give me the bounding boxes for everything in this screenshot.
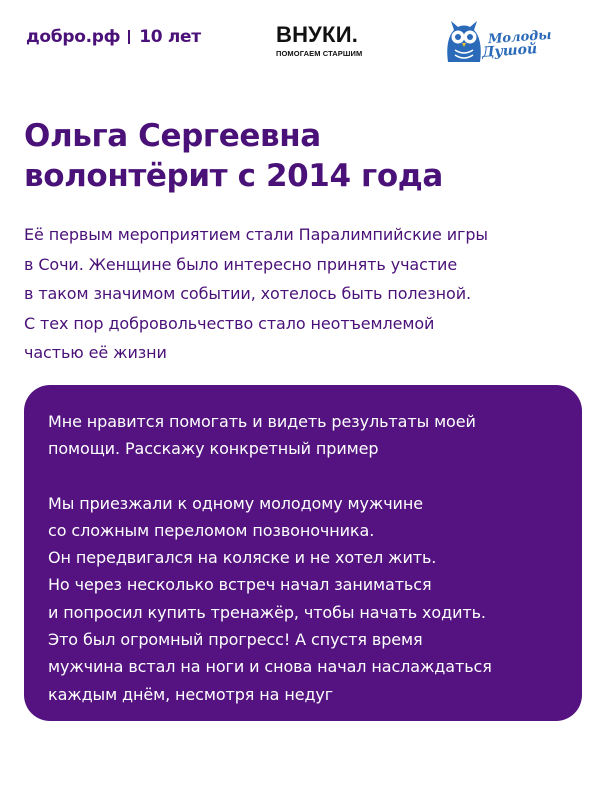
quote-line: каждым днём, несмотря на недуг (48, 684, 334, 704)
title-line: Ольга Сергеевна (24, 118, 321, 154)
paragraph-gap (48, 463, 568, 490)
quote-line: Мы приезжали к одному молодому мужчине (48, 493, 423, 513)
quote-line: Но через несколько встреч начал заниматься (48, 575, 432, 595)
quote-line: мужчина встал на ноги и снова начал наслаждаться (48, 657, 492, 677)
partner-logos-header (0, 0, 612, 80)
quote-line: Он передвигался на коляске и не хотел жить. (48, 548, 437, 568)
owl-icon (442, 18, 486, 64)
vnuki-logo-tagline: ПОМОГАЕМ СТАРШИМ (276, 49, 363, 58)
quote-line: и попросил купить тренажёр, чтобы начать ходить. (48, 602, 486, 622)
quote-line: помощи. Расскажу конкретный пример (48, 439, 379, 459)
quote-line: со сложным переломом позвоночника. (48, 520, 375, 540)
intro-line: Её первым мероприятием стали Паралимпийские игры (24, 225, 488, 244)
quote-card (24, 385, 582, 721)
quote-text (48, 408, 568, 708)
molody-dushoy-logo (442, 18, 562, 64)
intro-line: С тех пор добровольчество стало неотъемлемой (24, 313, 435, 333)
title-line: волонтёрит с 2014 года (24, 158, 443, 194)
intro-line: в Сочи. Женщине было интересно принять участие (24, 254, 458, 274)
intro-line: частью её жизни (24, 343, 167, 362)
quote-line: Это был огромный прогресс! А спустя время (48, 630, 423, 650)
vnuki-logo (276, 24, 386, 58)
intro-line: в таком значимом событии, хотелось быть полезной. (24, 284, 472, 303)
logo-divider (128, 30, 130, 44)
dobro-rf-brand-text: добро.рф (26, 27, 121, 47)
intro-paragraph (24, 220, 594, 368)
quote-line: Мне нравится помогать и видеть результаты моей (48, 412, 476, 431)
molody-logo-word-2: Душой (481, 41, 538, 61)
dobro-rf-logo (26, 27, 201, 47)
vnuki-logo-name: ВНУКИ. (276, 22, 359, 47)
molody-logo-word-1: Молоды (487, 27, 552, 48)
dobro-rf-anniversary-text: 10 лет (139, 27, 201, 47)
page-title (24, 116, 584, 196)
